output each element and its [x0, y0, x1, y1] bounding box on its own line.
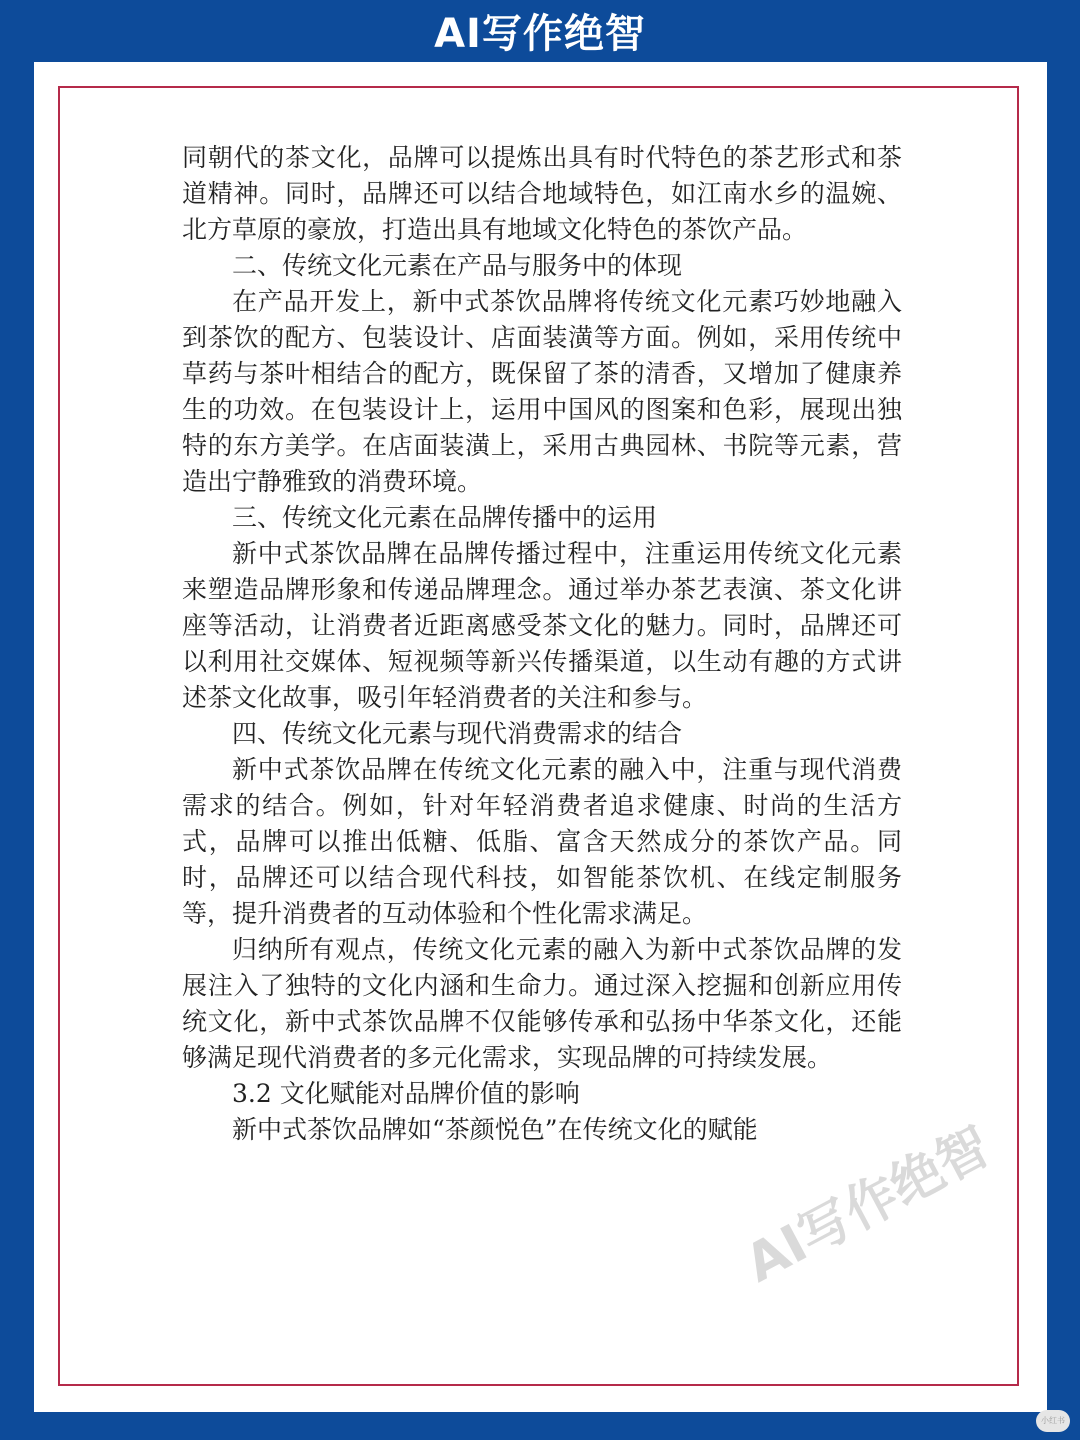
watermark: AI写作绝智: [736, 1115, 1001, 1295]
document-body: [182, 140, 902, 1148]
document-page: [34, 62, 1047, 1412]
section-heading: 四、传统文化元素与现代消费需求的结合: [232, 719, 683, 748]
paragraph: 在产品开发上，新中式茶饮品牌将传统文化元素巧妙地融入到茶饮的配方、包装设计、店面装潢等方面。例如，采用传统中草药与茶叶相结合的配方，既保留了茶的清香，又增加了健康养生的功效。在包装设计上，运用中国风的图案和色彩，展现出独特的东方美学。在店面装潢上，采用古典园林、书院等元素，营造出宁静雅致的消费环境。: [182, 287, 902, 496]
section-heading: 三、传统文化元素在品牌传播中的运用: [232, 503, 658, 532]
platform-badge: 小红书: [1036, 1410, 1070, 1432]
paragraph: 新中式茶饮品牌如“茶颜悦色”在传统文化的赋能: [232, 1115, 758, 1144]
paragraph: 新中式茶饮品牌在品牌传播过程中，注重运用传统文化元素来塑造品牌形象和传递品牌理念。通过举办茶艺表演、茶文化讲座等活动，让消费者近距离感受茶文化的魅力。同时，品牌还可以利用社交媒体、短视频等新兴传播渠道，以生动有趣的方式讲述茶文化故事，吸引年轻消费者的关注和参与。: [182, 539, 902, 712]
paragraph: 归纳所有观点，传统文化元素的融入为新中式茶饮品牌的发展注入了独特的文化内涵和生命力。通过深入挖掘和创新应用传统文化，新中式茶饮品牌不仅能够传承和弘扬中华茶文化，还能够满足现代消费者的多元化需求，实现品牌的可持续发展。: [182, 935, 902, 1072]
section-heading: 二、传统文化元素在产品与服务中的体现: [232, 251, 683, 280]
section-heading: 3.2 文化赋能对品牌价值的影响: [232, 1079, 580, 1108]
paragraph: 新中式茶饮品牌在传统文化元素的融入中，注重与现代消费需求的结合。例如，针对年轻消费者追求健康、时尚的生活方式，品牌可以推出低糖、低脂、富含天然成分的茶饮产品。同时，品牌还可以结合现代科技，如智能茶饮机、在线定制服务等，提升消费者的互动体验和个性化需求满足。: [182, 755, 902, 928]
paragraph: 同朝代的茶文化，品牌可以提炼出具有时代特色的茶艺形式和茶道精神。同时，品牌还可以结合地域特色，如江南水乡的温婉、北方草原的豪放，打造出具有地域文化特色的茶饮产品。: [182, 143, 902, 244]
header-title: AI写作绝智: [434, 11, 646, 57]
